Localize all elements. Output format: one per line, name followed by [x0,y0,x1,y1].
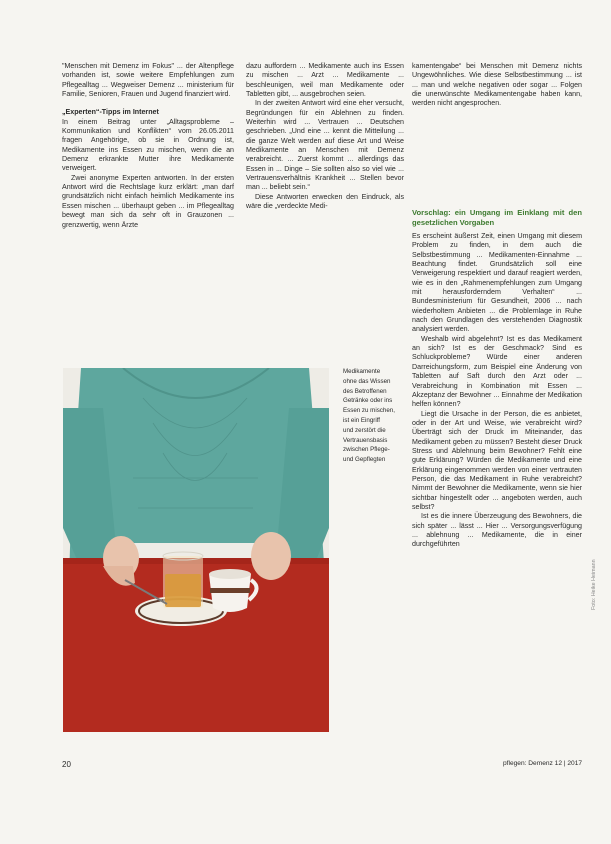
paragraph: Liegt die Ursache in der Person, die es anbietet, oder in der Art und Weise, wie verabreicht wird? Überträgt sich der Druck im Miteinander, das Medikament geben zu müssen? Besteht dieser Druck Stress und Ablehnung beim Bewohner? Fehlt eine gute Erklärung? Würden die Medikamente und eine Erklärung eingenommen werden von einer vertrauten Person, die das Medikament in Ruhe verabreicht? Nimmt der Bewohner die Medikamente, wenn sie hier sichtbar hingestellt oder ... angeboten werden, auch selbst? [412,409,582,511]
paragraph: kamentengabe“ bei Menschen mit Demenz nichts Ungewöhnliches. Wie diese Selbstbestimmung ... ist ... man und welche negativen oder sogar ... Folgen die unerwünschte Medikamentengabe haben kann, werden nicht angesprochen. [412,62,582,108]
photo-medication-tea [63,368,329,732]
text-column-3-top [412,62,582,109]
caption-line: und Gepflegten [343,456,386,464]
caption-line: Medikamente [343,368,381,375]
text-column-2 [246,62,404,212]
paragraph: "Menschen mit Demenz im Fokus" ... der Altenpflege vorhanden ist, sowie weitere Empfehlungen zum Pflegealltag ... Wegweiser Demenz ... ministerium für Familie, Senioren, Frauen und Jugend finanziert wird. [62,62,234,99]
page-number: 20 [62,760,71,769]
section-heading: Vorschlag: ein Umgang im Einklang mit den gesetzlichen Vorgaben [412,208,582,227]
caption-line: und zerstört die [343,426,386,434]
photo-caption [343,367,403,465]
paragraph: Weshalb wird abgelehnt? Ist es das Medikament an sich? Ist es der Geschmack? Sind es Schluckprobleme? Würde einer anderen Darreichungsform, zum Beispiel eine Änderung von Tabletten auf Saft durch den Arzt oder ... Verabreichung in Kombination mit Essen ... Akzeptanz der Bewohner ... Einnahme der Medikation helfen können? [412,334,582,409]
paragraph: In der zweiten Antwort wird eine eher versucht, Begründungen für ein Ablehnen zu finden. Weiterhin wird ... Vertrauen ... Deutschen geschrieben. „Und eine ... kennt die Mitteilung ... die ganze Welt werden auf diese Art und Weise Medikamente an Menschen mit Demenz verabreicht. ... Zuerst kommt ... allerdings das Essen in ... Dinge – Sie sollten also so viel wie ... Vertrauensverhältnis Krankheit ... Stellen bevor man ... beliebt sein.“ [246,99,404,192]
caption-line: zwischen Pflege- [343,446,390,454]
caption-line: des Betroffenen [343,387,387,395]
paragraph: In einem Beitrag unter „Alltagsprobleme – Kommunikation und Konflikten“ vom 26.05.2011 fragen Angehörige, ob sie in Ordnung ist, Medikamente ins Essen zu mischen, wenn die an Demenz erkrankte Mutter ihre Medikamente verweigert. [62,117,234,173]
caption-line: ohne das Wissen [343,377,391,385]
paragraph: Zwei anonyme Experten antworten. In der ersten Antwort wird die Rechtslage kurz erklärt: „man darf grundsätzlich nicht einfach heimlich Medikamente ins Essen mischen ... überhaupt geben ... im Pflegealltag bewegt man sich da sehr oft in Grauzonen ... grenzwertig, wenn Ärzte [62,173,234,229]
caption-line: ist ein Eingriff [343,416,381,424]
paragraph: Diese Antworten erwecken den Eindruck, als wäre die „verdeckte Medi- [246,192,404,211]
paragraph: Ist es die innere Überzeugung des Bewohners, die sich später ... lässt ... Hier ... Versorgungsverfügung ... ablehnung ... Medikamente, die in einer durchgeführten [412,512,582,549]
caption-line: Essen zu mischen, [343,407,395,415]
subheading: „Experten“-Tipps im Internet [62,108,159,117]
caption-line: Getränke oder ins [343,397,393,405]
text-column-3 [412,208,582,550]
journal-footer: pflegen: Demenz 12 | 2017 [503,760,583,767]
paragraph: dazu auffordern ... Medikamente auch ins Essen zu mischen ... Arzt ... Medikamente ... beschleunigen, weil man Medikamente oder Tabletten gibt, ... ausgebrochen seien. [246,62,404,99]
photo-credit: Foto: Heike Heimann [591,559,597,610]
text-column-1 [62,62,234,230]
paragraph: Es erscheint äußerst Zeit, einen Umgang mit diesem Problem zu finden, in dem auch die Selbstbestimmung ... Medikamenten-Einnahme ... Beachtung findet. Grundsätzlich soll eine Verweigerung respektiert und darauf reagiert werden, wie es in den „Rahmenempfehlungen zum Umgang mit herausforderndem Verhalten“ ... Bundesministerium für Gesundheit, 2006 ... nach wiederholtem Anbieten ... die Problemlage in Ruhe nach den Grundlagen des verstehenden Diagnostik analysiert werden. [412,232,582,334]
caption-line: Vertrauensbasis [343,436,388,444]
